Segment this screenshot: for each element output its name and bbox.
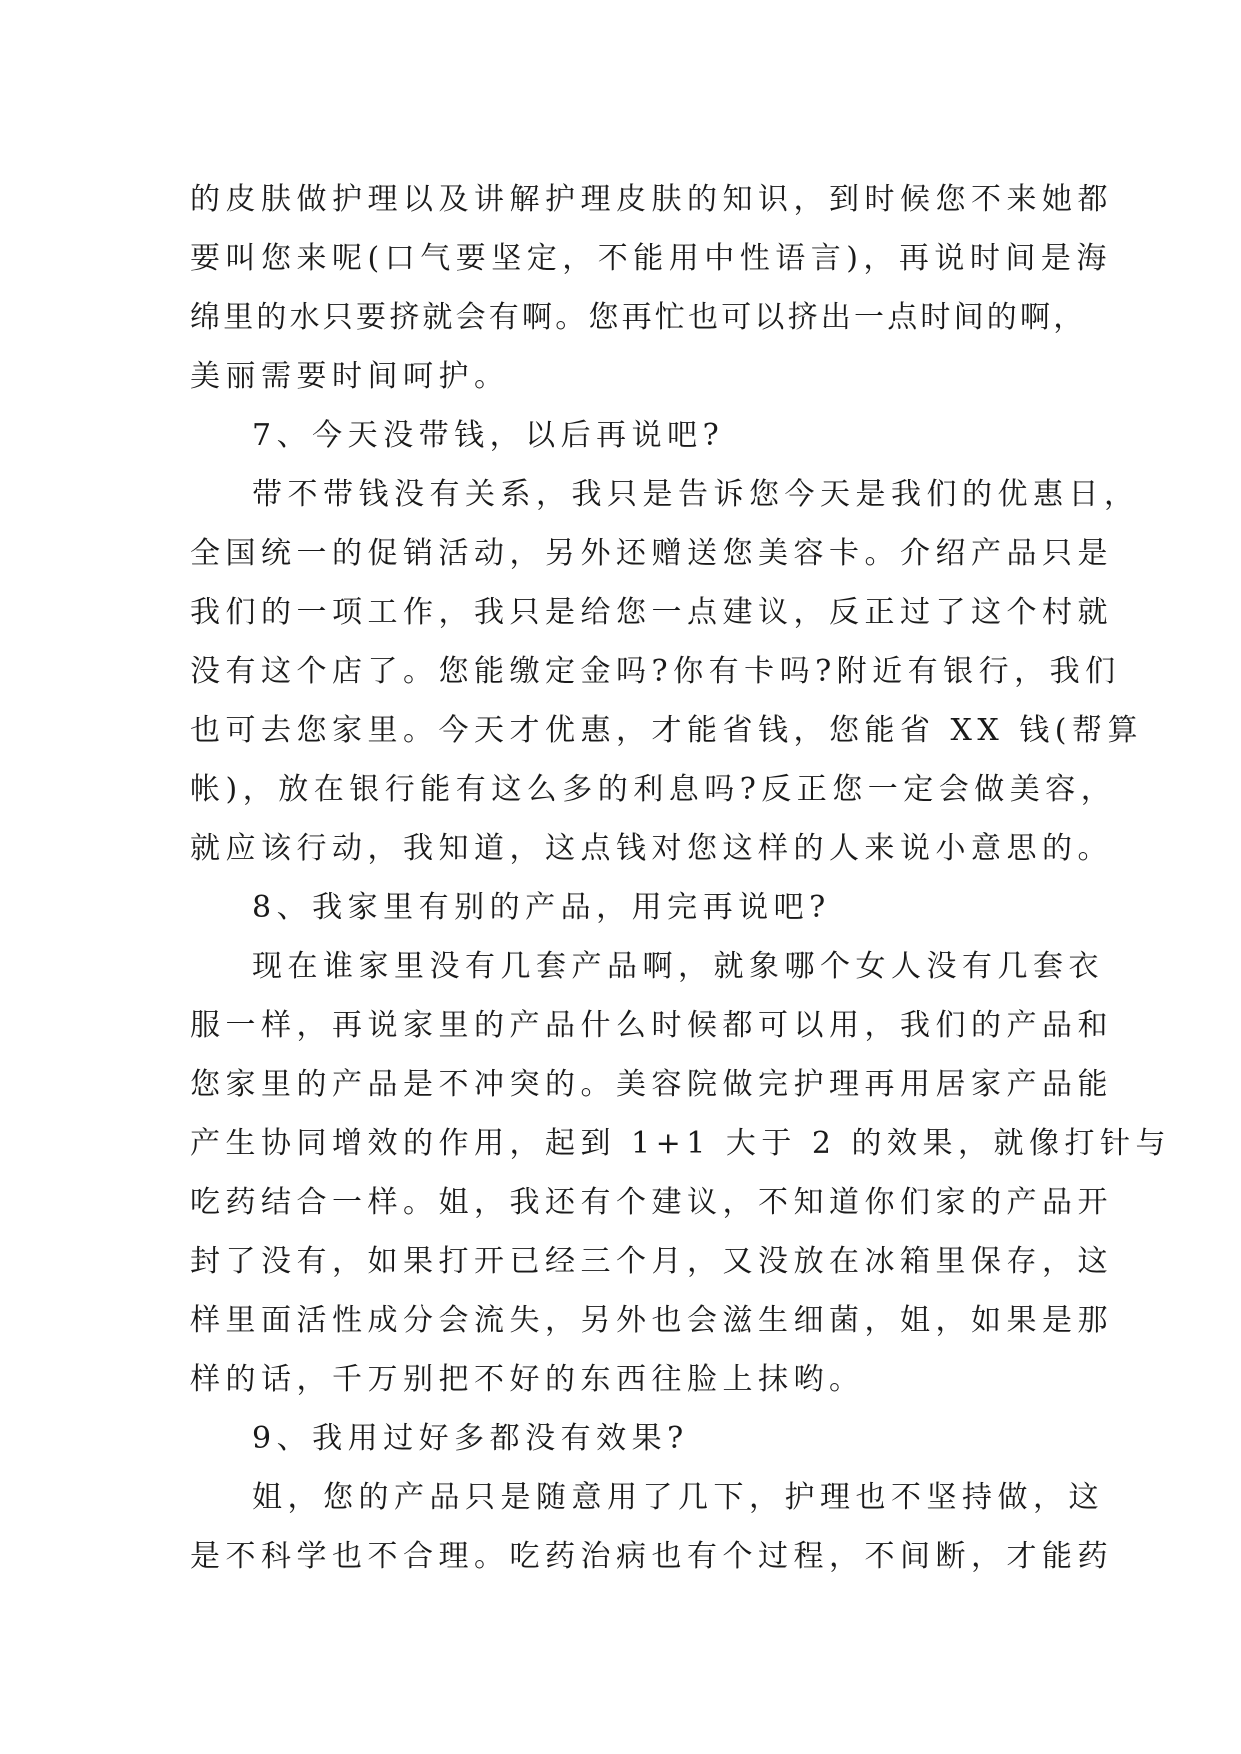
text-line: 样的话，千万别把不好的东西往脸上抹哟。 (190, 1362, 865, 1397)
text-line: 我们的一项工作，我只是给您一点建议，反正过了这个村就 (190, 595, 1113, 630)
text-line: 姐，您的产品只是随意用了几下，护理也不坚持做，这 (252, 1480, 1104, 1515)
text-line: 带不带钱没有关系，我只是告诉您今天是我们的优惠日， (252, 477, 1140, 512)
text-line: 没有这个店了。您能缴定金吗?你有卡吗?附近有银行，我们 (190, 654, 1121, 689)
text-line: 也可去您家里。今天才优惠，才能省钱，您能省 XX 钱(帮算 (190, 713, 1143, 748)
section-heading: 8、我家里有别的产品，用完再说吧? (252, 890, 831, 925)
section-heading: 7、今天没带钱，以后再说吧? (252, 418, 725, 453)
text-line: 的皮肤做护理以及讲解护理皮肤的知识，到时候您不来她都 (190, 182, 1113, 217)
section-heading: 9、我用过好多都没有效果? (252, 1421, 689, 1456)
document-body (190, 170, 1172, 1586)
text-line: 就应该行动，我知道，这点钱对您这样的人来说小意思的。 (190, 831, 1113, 866)
text-line: 帐)，放在银行能有这么多的利息吗?反正您一定会做美容， (190, 772, 1117, 807)
text-line: 吃药结合一样。姐，我还有个建议，不知道你们家的产品开 (190, 1185, 1113, 1220)
text-line: 服一样，再说家里的产品什么时候都可以用，我们的产品和 (190, 1008, 1113, 1043)
text-line: 绵里的水只要挤就会有啊。您再忙也可以挤出一点时间的啊， (190, 300, 1087, 335)
text-line: 封了没有，如果打开已经三个月，又没放在冰箱里保存，这 (190, 1244, 1113, 1279)
text-line: 是不科学也不合理。吃药治病也有个过程，不间断，才能药 (190, 1539, 1113, 1574)
text-line: 要叫您来呢(口气要坚定，不能用中性语言)，再说时间是海 (190, 241, 1112, 276)
text-line: 全国统一的促销活动，另外还赠送您美容卡。介绍产品只是 (190, 536, 1113, 571)
text-line: 样里面活性成分会流失，另外也会滋生细菌，姐，如果是那 (190, 1303, 1113, 1338)
text-line: 现在谁家里没有几套产品啊，就象哪个女人没有几套衣 (252, 949, 1104, 984)
text-line: 美丽需要时间呵护。 (190, 359, 510, 394)
text-line: 您家里的产品是不冲突的。美容院做完护理再用居家产品能 (190, 1067, 1113, 1102)
text-line: 产生协同增效的作用，起到 1+1 大于 2 的效果，就像打针与 (190, 1126, 1172, 1161)
